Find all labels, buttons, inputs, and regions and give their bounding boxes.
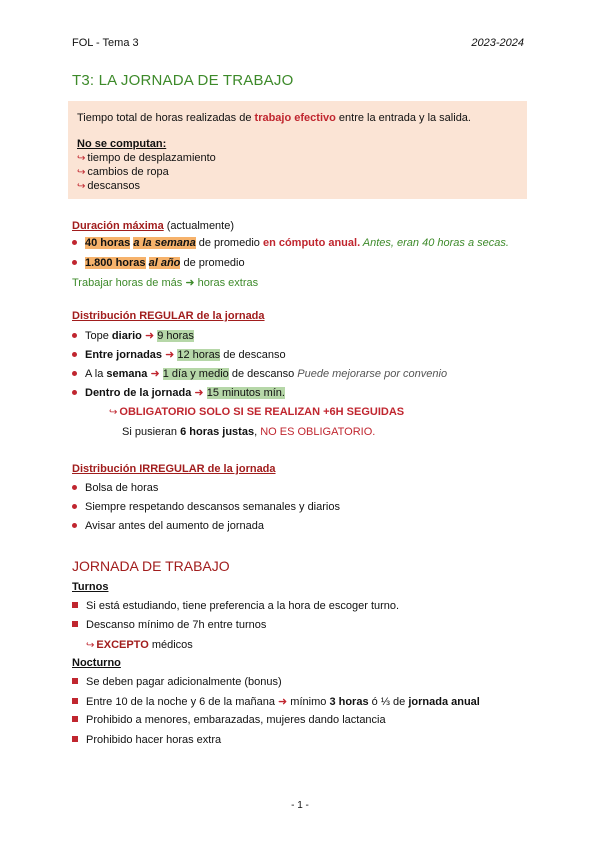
list-item: Tope diario ➜ 9 horas: [72, 329, 194, 342]
list-item: Se deben pagar adicionalmente (bonus): [72, 676, 282, 688]
obligatorio-note: ↪ OBLIGATORIO SOLO SI SE REALIZAN +6H SEGUIDAS: [109, 406, 405, 418]
arrow-icon: ➜: [150, 368, 160, 380]
bullet-square-icon: [72, 716, 78, 722]
list-item: Si está estudiando, tiene preferencia a la hora de escoger turno.: [72, 600, 399, 612]
list-item: Dentro de la jornada ➜ 15 minutos mín.: [72, 386, 285, 399]
pusieran-note: Si pusieran 6 horas justas, NO ES OBLIGATORIO.: [122, 426, 376, 438]
horas-extras-line: Trabajar horas de más ➜ horas extras: [72, 277, 259, 289]
bullet-icon: [72, 485, 77, 490]
bullet-square-icon: [72, 678, 78, 684]
hook-arrow-icon: ↪: [77, 167, 86, 178]
list-item: 1.800 horas al año de promedio: [72, 257, 245, 269]
bullet-square-icon: [72, 698, 78, 704]
arrow-icon: ➜: [144, 330, 155, 342]
list-item: Bolsa de horas: [72, 482, 158, 494]
nocturno-heading: Nocturno: [72, 657, 121, 669]
no-computan-item: ↪ descansos: [77, 180, 140, 192]
list-item: Prohibido a menores, embarazadas, mujeres dando lactancia: [72, 714, 386, 726]
excepto-note: ↪ EXCEPTO médicos: [86, 639, 193, 651]
bullet-icon: [72, 371, 77, 376]
duracion-heading: Duración máxima (actualmente): [72, 220, 235, 232]
bullet-icon: [72, 333, 77, 338]
arrow-icon: ➜: [194, 387, 204, 399]
bullet-icon: [72, 352, 77, 357]
bullet-icon: [72, 523, 77, 528]
no-computan-item: ↪ tiempo de desplazamiento: [77, 152, 216, 164]
bullet-square-icon: [72, 621, 78, 627]
list-item: Entre jornadas ➜ 12 horas de descanso: [72, 348, 286, 361]
no-computan-item: ↪ cambios de ropa: [77, 166, 169, 178]
bullet-icon: [72, 260, 77, 265]
arrow-icon: ➜: [165, 349, 175, 361]
bullet-square-icon: [72, 736, 78, 742]
list-item: Siempre respetando descansos semanales y diarios: [72, 501, 340, 513]
trabajo-efectivo: trabajo efectivo: [254, 112, 336, 124]
list-item: 40 horas a la semana de promedio en cómputo anual. Antes, eran 40 horas a secas.: [72, 237, 509, 249]
page-title: T3: LA JORNADA DE TRABAJO: [72, 72, 294, 89]
hook-arrow-icon: ↪: [77, 153, 86, 164]
bullet-icon: [72, 390, 77, 395]
list-item: Prohibido hacer horas extra: [72, 734, 221, 746]
hook-arrow-icon: ↪: [109, 407, 118, 418]
definition-text: Tiempo total de horas realizadas de trabajo efectivo entre la entrada y la salida.: [77, 112, 471, 124]
jornada-heading: JORNADA DE TRABAJO: [72, 558, 230, 574]
header-left: FOL - Tema 3: [72, 37, 139, 49]
arrow-icon: ➜: [278, 696, 288, 708]
bullet-square-icon: [72, 602, 78, 608]
regular-heading: Distribución REGULAR de la jornada: [72, 310, 265, 322]
list-item: Avisar antes del aumento de jornada: [72, 520, 264, 532]
bullet-icon: [72, 240, 77, 245]
irregular-heading: Distribución IRREGULAR de la jornada: [72, 463, 276, 475]
arrow-icon: ➜: [185, 277, 195, 289]
list-item: Descanso mínimo de 7h entre turnos: [72, 619, 266, 631]
list-item: A la semana ➜ 1 día y medio de descanso Puede mejorarse por convenio: [72, 367, 447, 380]
bullet-icon: [72, 504, 77, 509]
no-computan-title: No se computan:: [77, 138, 167, 150]
hook-arrow-icon: ↪: [77, 181, 86, 192]
list-item: Entre 10 de la noche y 6 de la mañana ➜ mínimo 3 horas ó ⅓ de jornada anual: [72, 695, 480, 708]
page-number: - 1 -: [291, 800, 309, 811]
turnos-heading: Turnos: [72, 581, 109, 593]
header-right: 2023-2024: [471, 37, 524, 49]
hook-arrow-icon: ↪: [86, 640, 95, 651]
